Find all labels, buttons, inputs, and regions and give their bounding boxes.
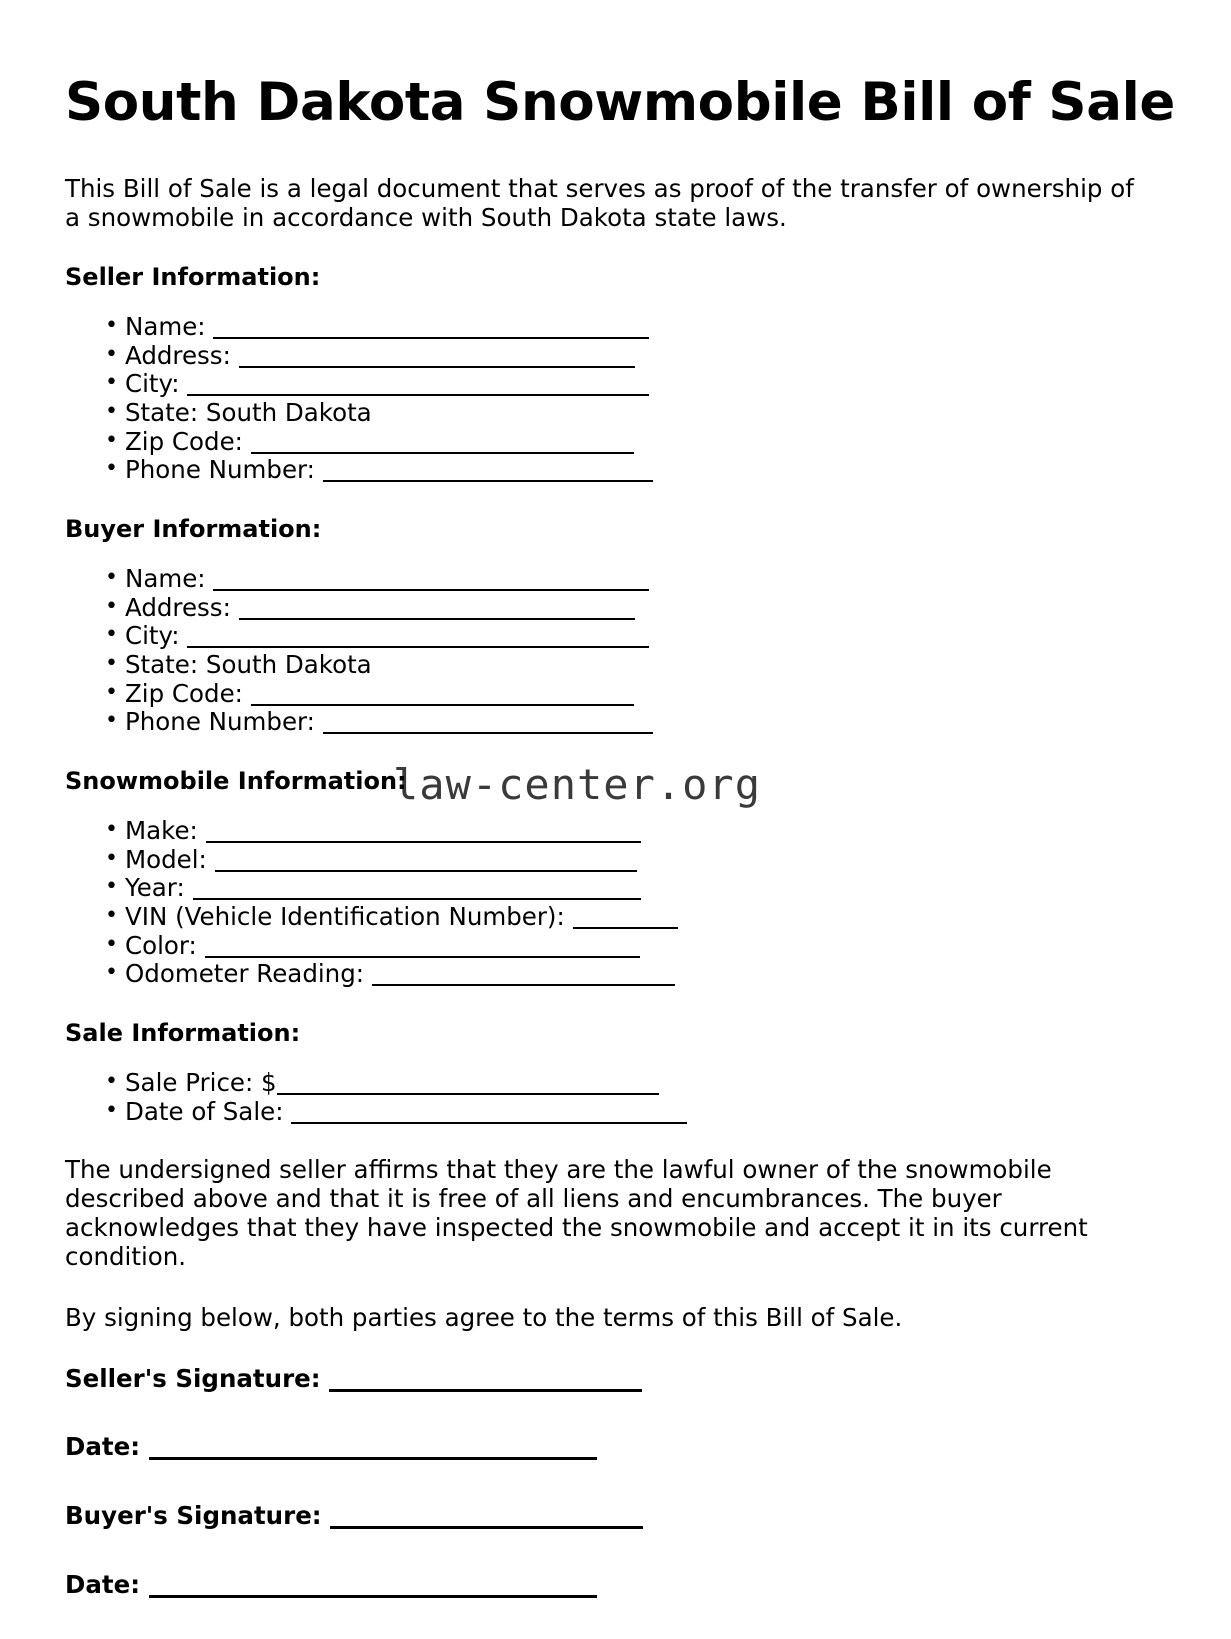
fill-in-blank[interactable] [251,436,634,454]
field-value: South Dakota [198,398,372,428]
field-label: Year: [125,873,185,903]
fill-in-blank[interactable] [323,716,653,734]
page-title: South Dakota Snowmobile Bill of Sale [65,72,1175,133]
field-label: City: [125,369,180,399]
buyer-section-heading: Buyer Information: [65,514,322,543]
field-row [65,1098,1150,1127]
field-label: Zip Code: [125,678,243,708]
field-row [65,680,1150,709]
field-row [65,932,1150,961]
field-row [65,594,1150,623]
fill-in-blank[interactable] [291,1106,687,1124]
signature-row [65,1502,1150,1531]
agreement-paragraph: By signing below, both parties agree to the terms of this Bill of Sale. [65,1302,903,1332]
field-label: Name: [125,563,206,593]
fill-in-blank[interactable] [323,464,653,482]
field-label: VIN (Vehicle Identification Number): [125,901,565,931]
field-label: Date of Sale: [125,1096,284,1126]
fill-in-blank[interactable] [573,911,679,929]
fill-in-blank[interactable] [277,1077,660,1095]
fill-in-blank[interactable] [213,321,649,339]
signature-blank[interactable] [329,1373,642,1392]
fill-in-blank[interactable] [187,630,649,648]
field-label: Make: [125,815,198,845]
intro-paragraph: This Bill of Sale is a legal document that serves as proof of the transfer of ownership of a snowmobile in accordance with South Dakota state laws. [65,174,1134,233]
signature-row [65,1365,1150,1394]
field-row [65,565,1150,594]
fill-in-blank[interactable] [206,825,642,843]
snowmobile-section-heading: Snowmobile Information: [65,766,407,795]
signature-row [65,1433,1150,1462]
field-label: Sale Price: $ [125,1067,277,1097]
document-content [65,72,1175,1639]
field-row [65,960,1150,989]
field-label: Address: [125,592,231,622]
field-label: Odometer Reading: [125,959,365,989]
sale-fields-list [65,1069,1150,1126]
signature-blank[interactable] [330,1510,643,1529]
seller-fields-list [65,313,1150,485]
field-row [65,1069,1150,1098]
field-row [65,622,1150,651]
field-row [65,313,1150,342]
signature-label: Seller's Signature: [65,1363,321,1393]
field-label: Phone Number: [125,455,315,485]
field-value: South Dakota [198,649,372,679]
affirmation-paragraph: The undersigned seller affirms that they are the lawful owner of the snowmobile described above and that it is free of all liens and encumbrances. The buyer acknowledges that they have inspected the snowmobile and accept it in its current condition. [65,1155,1088,1271]
field-label: Phone Number: [125,707,315,737]
field-row [65,399,1150,428]
field-row [65,817,1150,846]
field-row [65,846,1150,875]
field-label: City: [125,621,180,651]
fill-in-blank[interactable] [251,688,634,706]
field-row [65,370,1150,399]
field-label: Name: [125,312,206,342]
field-label: Address: [125,340,231,370]
signature-row [65,1571,1150,1600]
site-watermark: law-center.org [393,760,762,809]
field-row [65,708,1150,737]
fill-in-blank[interactable] [187,378,649,396]
snowmobile-fields-list [65,817,1150,989]
fill-in-blank[interactable] [239,350,635,368]
field-label: Color: [125,930,197,960]
fill-in-blank[interactable] [239,602,635,620]
fill-in-blank[interactable] [213,573,649,591]
field-row [65,342,1150,371]
field-label: State: [125,398,199,428]
field-row [65,651,1150,680]
field-row [65,903,1150,932]
signature-blank[interactable] [149,1441,598,1460]
field-row [65,874,1150,903]
field-row [65,428,1150,457]
fill-in-blank[interactable] [215,854,637,872]
signature-blank[interactable] [149,1579,598,1598]
signature-block [65,1365,1150,1600]
buyer-fields-list [65,565,1150,737]
fill-in-blank[interactable] [193,882,642,900]
field-row [65,456,1150,485]
field-label: State: [125,649,199,679]
signature-label: Buyer's Signature: [65,1501,322,1531]
seller-section-heading: Seller Information: [65,263,321,292]
signature-label: Date: [65,1432,140,1462]
fill-in-blank[interactable] [205,940,641,958]
field-label: Zip Code: [125,426,243,456]
field-label: Model: [125,844,207,874]
sale-section-heading: Sale Information: [65,1018,301,1047]
signature-label: Date: [65,1569,140,1599]
fill-in-blank[interactable] [372,968,676,986]
